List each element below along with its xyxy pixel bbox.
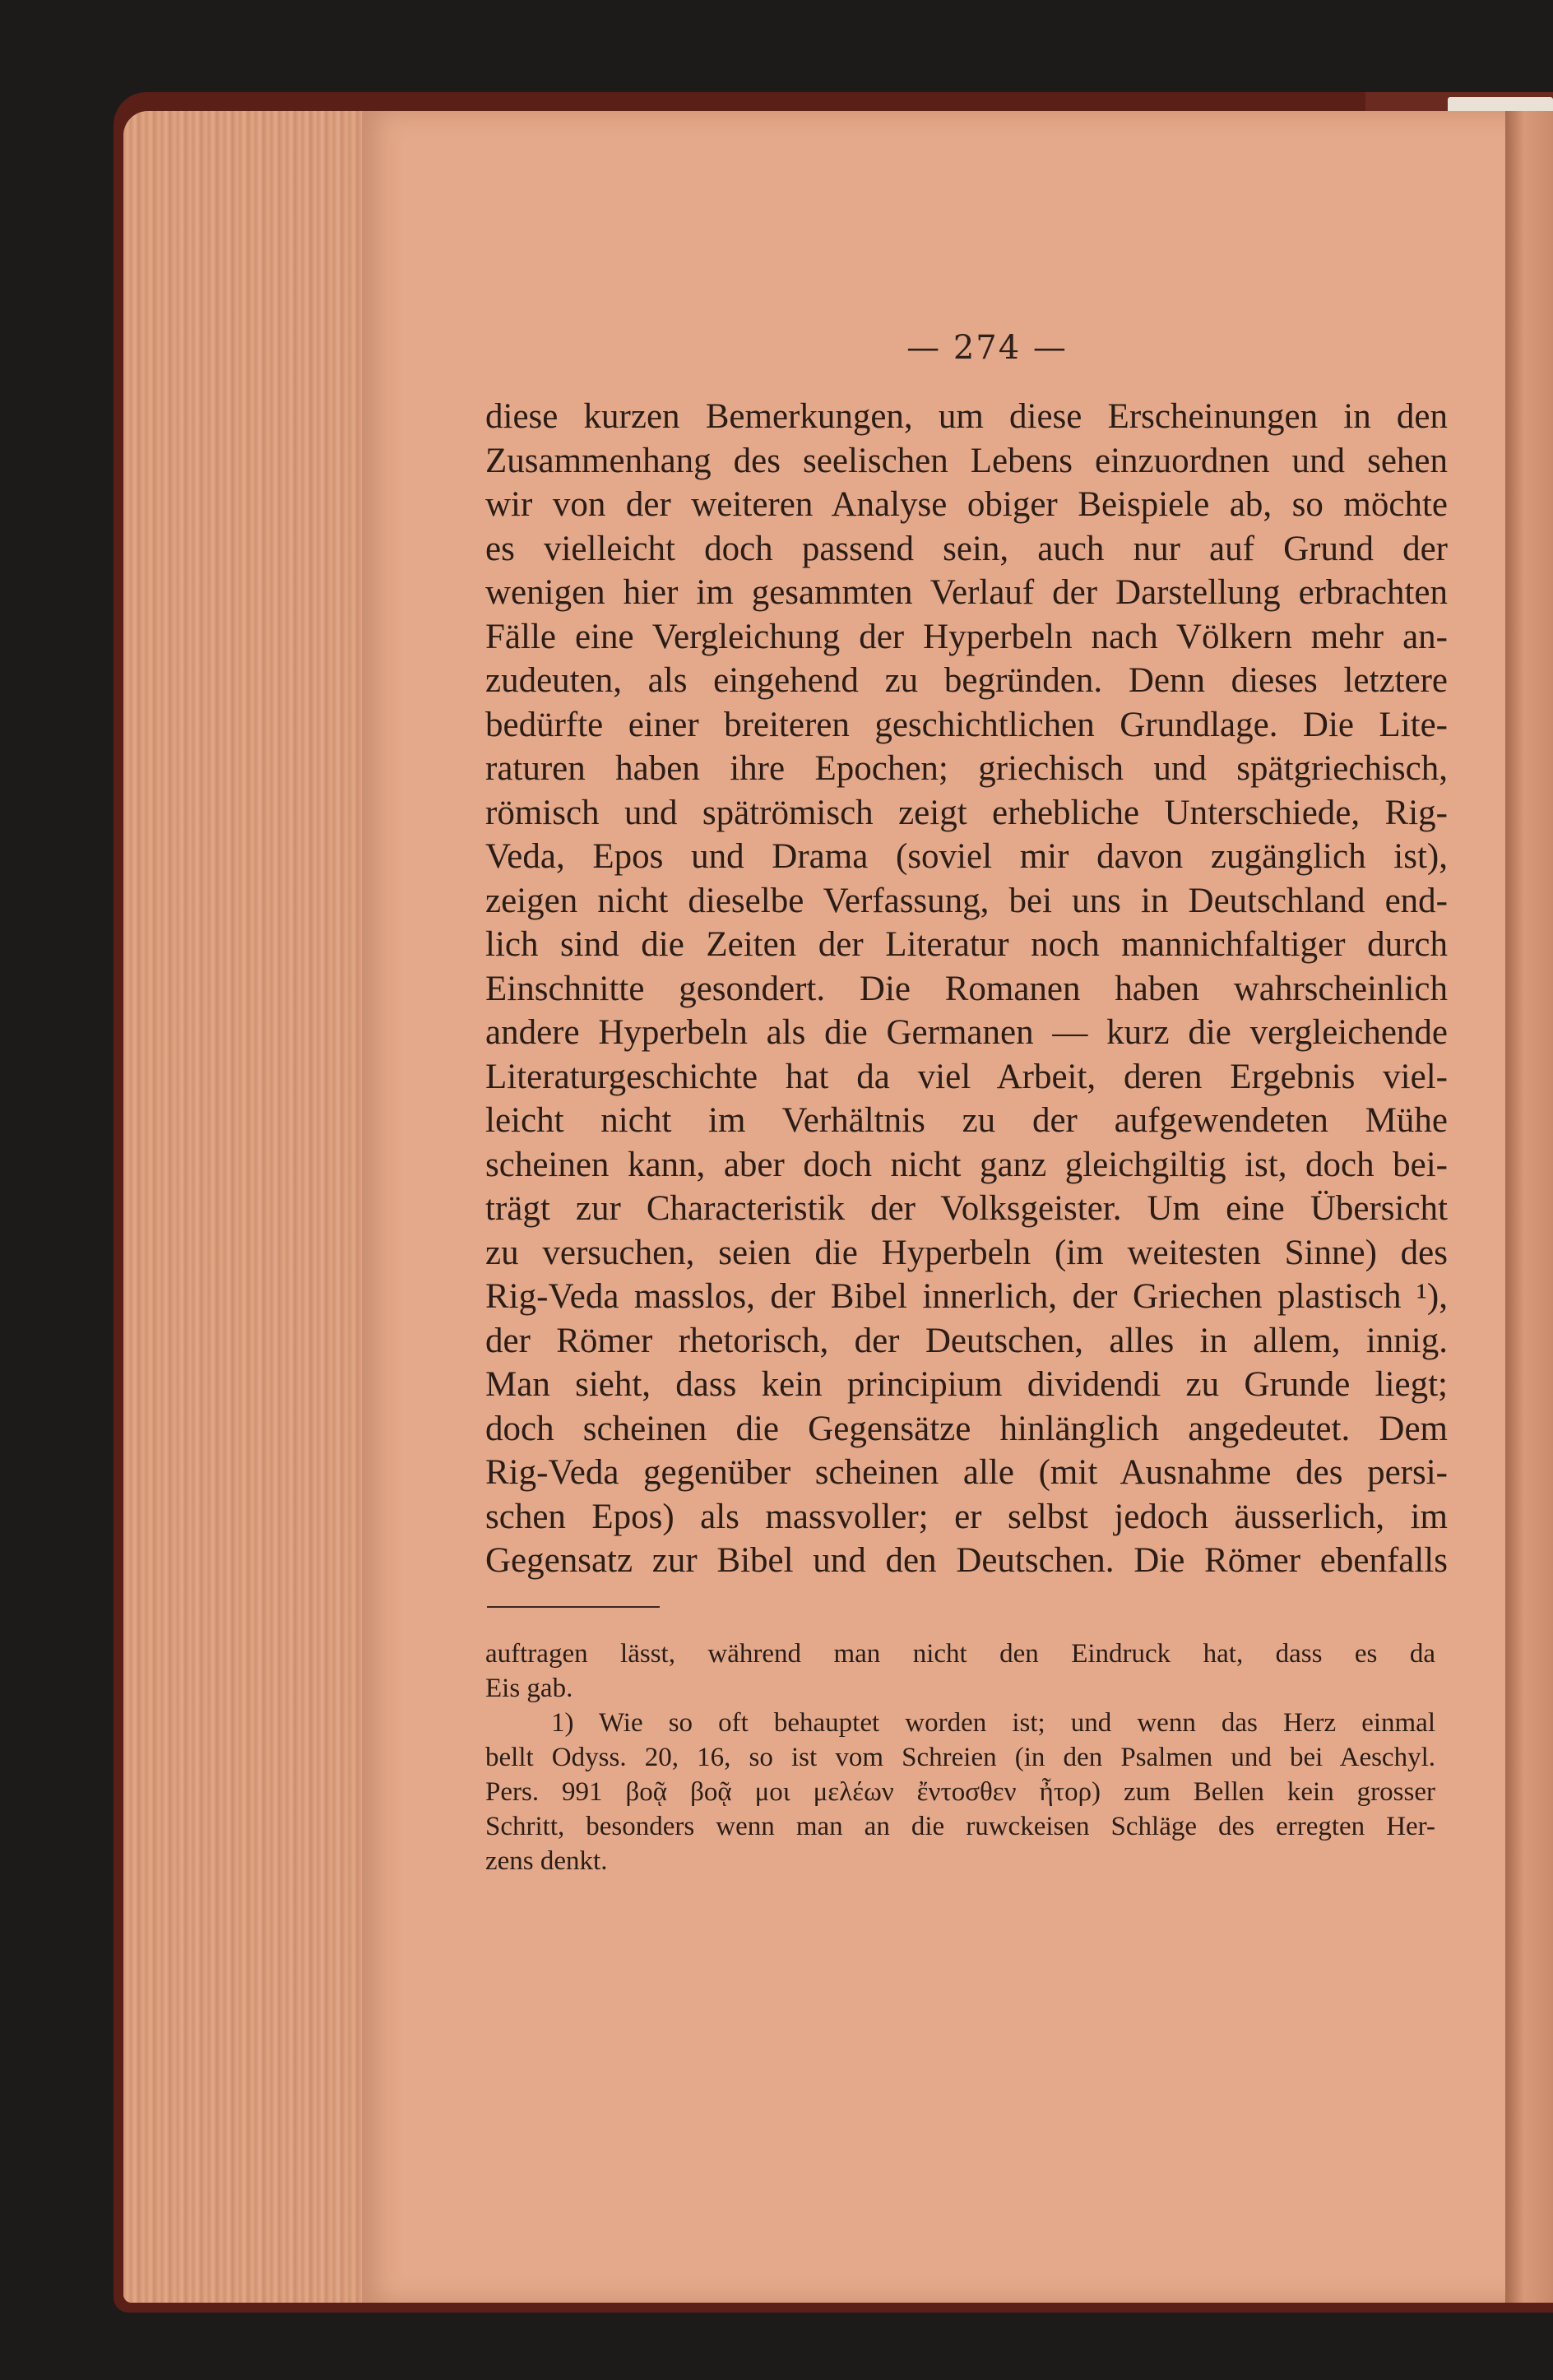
text-line: raturen haben ihre Epochen; griechisch und spätgriechisch, xyxy=(485,749,1448,788)
footnote-divider xyxy=(487,1606,660,1608)
page-number: — 274 — xyxy=(906,329,1068,367)
text-line: Literaturgeschichte hat da viel Arbeit, deren Ergebnis viel- xyxy=(485,1057,1448,1096)
text-line: römisch und spätrömisch zeigt erhebliche Unterschiede, Rig- xyxy=(485,793,1448,832)
text-line: Gegensatz zur Bibel und den Deutschen. Die Römer ebenfalls xyxy=(485,1541,1448,1580)
text-line: Zusammenhang des seelischen Lebens einzuordnen und sehen xyxy=(485,441,1448,480)
footnote-line: Schritt, besonders wenn man an die ruwckeisen Schläge des erregten Her- xyxy=(485,1812,1435,1841)
text-line: leicht nicht im Verhältnis zu der aufgewendeten Mühe xyxy=(485,1101,1448,1140)
text-line: zudeuten, als eingehend zu begründen. Denn dieses letztere xyxy=(485,661,1448,700)
footnote-line: auftragen lässt, während man nicht den Eindruck hat, dass es da xyxy=(485,1639,1435,1669)
footnote-line: bellt Odyss. 20, 16, so ist vom Schreien (in den Psalmen und bei Aeschyl. xyxy=(485,1743,1435,1772)
text-line: andere Hyperbeln als die Germanen — kurz die vergleichende xyxy=(485,1013,1448,1052)
text-line: zeigen nicht dieselbe Verfassung, bei uns in Deutschland end- xyxy=(485,881,1448,920)
text-line: Fälle eine Vergleichung der Hyperbeln nach Völkern mehr an- xyxy=(485,617,1448,656)
text-line: diese kurzen Bemerkungen, um diese Erscheinungen in den xyxy=(485,397,1448,436)
text-line: der Römer rhetorisch, der Deutschen, alles in allem, innig. xyxy=(485,1321,1448,1360)
text-line: bedürfte einer breiteren geschichtlichen Grundlage. Die Lite- xyxy=(485,705,1448,744)
text-line: es vielleicht doch passend sein, auch nur auf Grund der xyxy=(485,529,1448,568)
next-page-edge xyxy=(1505,111,1553,2303)
footnote-line: Pers. 991 βοᾷ βοᾷ μοι μελέων ἔντοσθεν ἦτορ) zum Bellen kein grosser xyxy=(485,1777,1435,1807)
text-line: scheinen kann, aber doch nicht ganz gleichgiltig ist, doch bei- xyxy=(485,1145,1448,1184)
text-line: Rig-Veda masslos, der Bibel innerlich, der Griechen plastisch ¹), xyxy=(485,1277,1448,1316)
text-line: trägt zur Characteristik der Volksgeister. Um eine Übersicht xyxy=(485,1189,1448,1228)
main-text xyxy=(485,395,1448,1583)
text-line: Einschnitte gesondert. Die Romanen haben wahrscheinlich xyxy=(485,969,1448,1008)
footnotes xyxy=(485,1637,1435,1878)
text-line: lich sind die Zeiten der Literatur noch mannichfaltiger durch xyxy=(485,925,1448,964)
text-line: wenigen hier im gesammten Verlauf der Darstellung erbrachten xyxy=(485,573,1448,612)
text-line: wir von der weiteren Analyse obiger Beispiele ab, so möchte xyxy=(485,485,1448,524)
page-edges xyxy=(123,111,362,2303)
footnote-line: Eis gab. xyxy=(485,1674,573,1703)
text-line: zu versuchen, seien die Hyperbeln (im weitesten Sinne) des xyxy=(485,1233,1448,1272)
text-line: Veda, Epos und Drama (soviel mir davon zugänglich ist), xyxy=(485,837,1448,876)
footnote-line: zens denkt. xyxy=(485,1846,608,1876)
text-line: Rig-Veda gegenüber scheinen alle (mit Ausnahme des persi- xyxy=(485,1453,1448,1492)
text-line: doch scheinen die Gegensätze hinlänglich angedeutet. Dem xyxy=(485,1409,1448,1448)
text-line: Man sieht, dass kein principium dividendi zu Grunde liegt; xyxy=(485,1365,1448,1404)
footnote-line: 1) Wie so oft behauptet worden ist; und wenn das Herz einmal xyxy=(551,1708,1435,1738)
text-line: schen Epos) als massvoller; er selbst jedoch äusserlich, im xyxy=(485,1497,1448,1536)
